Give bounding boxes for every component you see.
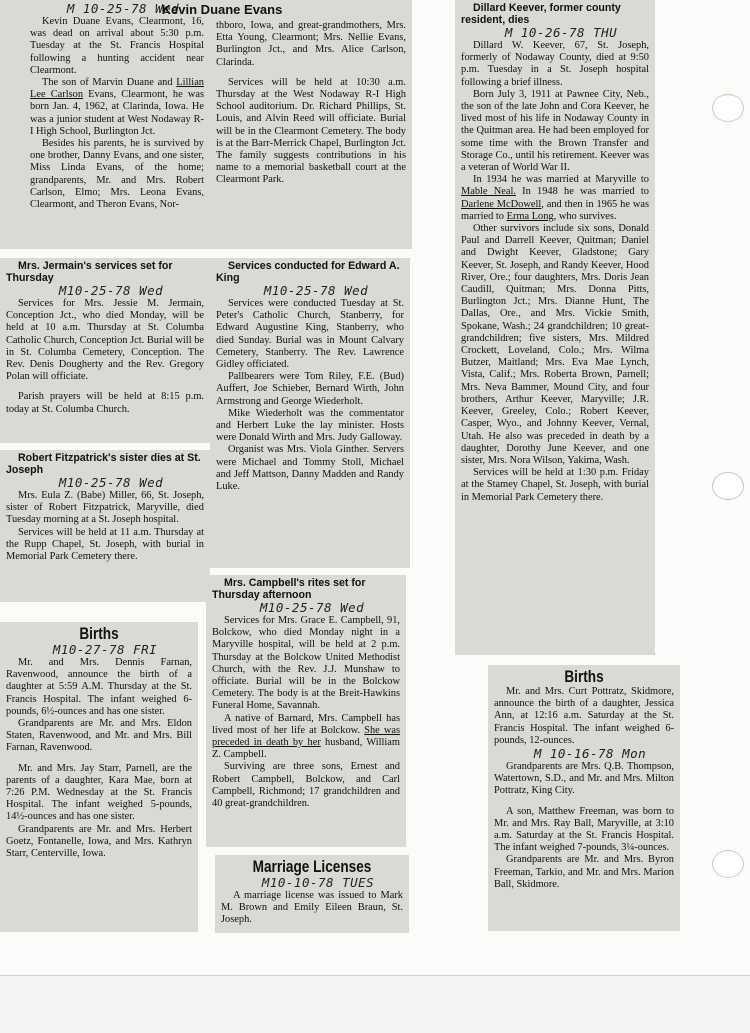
king-date-note: M10-25-78 Wed xyxy=(263,283,369,298)
jermain-headline: Mrs. Jermain's services set for Thursday xyxy=(6,260,173,284)
births-left-p4: Grandparents are Mr. and Mrs. Herbert Goetz, Fontanelle, Iowa, and Mrs. Kathryn Starr, Centerville, Iowa. xyxy=(6,823,192,860)
campbell-p1: Services for Mrs. Grace E. Campbell, 91, Bolckow, who died Monday night in a Maryville hospital, will be held at 2 p.m. Thursday at the Bolckow United Methodist Church, with the Rev. J.J. Munshaw to officiate. Burial will be in the Bolckow Cemetery. The body is at the Breit-Hawkins Funeral Home, Savannah. xyxy=(212,615,400,712)
births-left-p1: Mr. and Mrs. Dennis Farnan, Ravenwood, announce the birth of a daughter at 5:59 A.M. Thursday at the St. Francis Hospital. The infant weighed 6-pounds, 6½-ounces and has one sister. xyxy=(6,657,192,717)
evans-p4: thboro, Iowa, and great-grandmothers, Mrs. Etta Young, Clearmont; Mrs. Nellie Evans, Burlington Jct., and Mrs. Alice Carlson, Clarinda. xyxy=(216,20,406,68)
marriage-p1: A marriage license was issued to Mark M. Brown and Emily Eileen Braun, St. Joseph. xyxy=(221,890,403,926)
keever-p1: Dillard W. Keever, 67, St. Joseph, formerly of Nodaway County, died at 9:50 p.m. Tuesday in a St. Joseph hospital following a brief illness. xyxy=(461,40,649,88)
births-left-title: Births xyxy=(79,624,119,643)
births-left xyxy=(0,622,198,932)
births-right-p1: Mr. and Mrs. Curt Pottratz, Skidmore, announce the birth of a daughter, Jessica Ann, at 12:16 a.m. Saturday at the St. Francis Hospital. The infant weighed 6-pounds, 12-ounces. xyxy=(494,686,674,746)
evans-obituary-part2 xyxy=(161,0,412,249)
king-p4: Organist was Mrs. Viola Ginther. Servers were Michael and Tommy Stoll, Michael and Jeff Mattson, Danny Madden and Randy Luke. xyxy=(216,444,404,493)
keever-headline: Dillard Keever, former county resident, dies xyxy=(461,2,621,26)
births-right-p4: Grandparents are Mr. and Mrs. Byron Freeman, Tarkio, and Mr. and Mrs. Marion Ball, Skidmore. xyxy=(494,854,674,890)
births-left-p3: Mr. and Mrs. Jay Starr, Parnell, are the parents of a daughter, Kara Mae, born at 7:26 P.M. Wednesday at the St. Francis Hospital. The infant weighed 5-pounds, 14½-ounces and has one sister. xyxy=(6,762,192,823)
keever-p4: Other survivors include six sons, Donald Paul and Darrell Keever, Quitman; Daniel and Dwight Keever, Gladstone; Gary Keever, St. Joseph, and Randy Keever, Hood River, Ore.; four daughters, Mrs. Doris Jean Caudill, Quitman; Mrs. Donna Pitts, Burlington Jct.; Mrs. Dianne Hunt, The Dallas, Ore., and Mrs. Vickie Smith, Spokane, Wash.; 24 grandchildren; 10 great-grandchildren; five sisters, Mrs. Mildred Crockett, Loveland, Colo.; Mrs. Wilma Butzer, Maitland; Mrs. Eva Mae Lynch, Vista, Calif.; Mrs. Roberta Brown, Parnell; Mrs. Neva Bammer, Mound City, and four brothers, Arthur Keever, Maryville; J.R. Keever, Greeley, Colo.; Robert Keever, Casper, Wyo., and Johnny Keever, Vernal, Utah. He also was preceded in death by a daughter, Dorothy June Keever, and one sister, Mrs. Nora Wilson, Yakima, Wash. xyxy=(461,223,649,466)
evans-obituary-part1 xyxy=(0,0,210,249)
births-right-p3: A son, Matthew Freeman, was born to Mr. and Mrs. Ray Ball, Maryville, at 3:10 a.m. Saturday at the St. Francis Hospital. The infant weighed 7-pounds, 3¼-ounces. xyxy=(494,805,674,854)
fitzpatrick-p1: Mrs. Eula Z. (Babe) Miller, 66, St. Joseph, sister of Robert Fitzpatrick, Maryville, died Tuesday morning at a St. Joseph hospital. xyxy=(6,490,204,526)
campbell-headline: Mrs. Campbell's rites set for Thursday afternoon xyxy=(212,577,366,601)
births-right xyxy=(488,665,680,931)
punch-hole-bottom xyxy=(712,850,744,878)
campbell-obituary xyxy=(206,575,406,847)
evans-date-note: M 10-25-78 Wed xyxy=(66,1,180,16)
evans-p2: The son of Marvin Duane and Lillian Lee Carlson Evans, Clearmont, he was born Jan. 4, 1962, at Clarinda, Iowa. He was a junior student at West Nodaway R-I High School, Burlington Jct. xyxy=(30,77,204,137)
evans-p1: Kevin Duane Evans, Clearmont, 16, was dead on arrival about 5:30 p.m. Tuesday at the St. Francis Hospital following a hunting accident near Clearmont. xyxy=(30,16,204,76)
births-left-p2: Grandparents are Mr. and Mrs. Eldon Staten, Ravenwood, and Mr. and Mrs. Bill Farnan, Ravenwood. xyxy=(6,718,192,754)
marriage-licenses xyxy=(215,855,409,933)
fitzpatrick-obituary xyxy=(0,450,210,602)
births-right-title: Births xyxy=(564,667,604,686)
punch-hole-middle xyxy=(712,472,744,500)
evans-title: Kevin Duane Evans xyxy=(161,2,283,17)
king-headline: Services conducted for Edward A. King xyxy=(216,260,400,284)
keever-p3: In 1934 he was married at Maryville to Mable Neal. In 1948 he was married to Darlene McDowell, and then in 1965 he was married to Erma Long, who survives. xyxy=(461,174,650,222)
keever-p2: Born July 3, 1911 at Pawnee City, Neb., the son of the late John and Cora Keever, he lived most of his life in Nodaway County in the Quitman area. He had been employed for some time with the Brown Transfer and Storage Co., until his retirement. Keever was a veteran of World War II. xyxy=(461,88,649,174)
keever-date-note: M 10-26-78 THU xyxy=(504,25,618,40)
campbell-p2: A native of Barnard, Mrs. Campbell has lived most of her life at Bolckow. She was preceded in death by her husband, William Z. Campbell. xyxy=(212,712,400,761)
king-p2: Pallbearers were Tom Riley, F.E. (Bud) Auffert, Joe Schieber, Bernard Wirth, John Armstrong and George Wiederholt. xyxy=(216,371,404,407)
marriage-title: Marriage Licenses xyxy=(252,857,372,876)
keever-obituary xyxy=(455,0,655,655)
jermain-p2: Parish prayers will be held at 8:15 p.m. today at St. Columba Church. xyxy=(6,391,204,415)
jermain-p1: Services for Mrs. Jessie M. Jermain, Conception Jct., who died Monday, will be held at 10 a.m. Thursday at St. Columba Catholic Church, Conception Jct. Burial will be in St. Columba Cemetery, Conception. The Rev. Denis Dougherty and the Rev. Gregory Polan will officiate. xyxy=(6,298,204,383)
births-left-date-note: M10-27-78 FRI xyxy=(52,642,158,657)
evans-p3: Besides his parents, he is survived by one brother, Danny Evans, and one sister, Miss Linda Evans, of the home; grandparents, Mr. and Mrs. Robert Carlson, Elmo; Mrs. Leona Evans, Clearmont, and Theron Evans, Nor- xyxy=(30,138,204,211)
jermain-date-note: M10-25-78 Wed xyxy=(58,283,164,298)
punch-hole-top xyxy=(712,94,744,122)
evans-p5: Services will be held at 10:30 a.m. Thursday at the West Nodaway R-I High School auditorium. Dr. Richard Phillips, St. Louis, and Alvin Reed will officiate. Burial will be in the Clearmont Cemetery. The body is at the Barr-Merrick Chapel, Burlington Jct. The family suggests contributions in his name to a memorial basketball court at the Clearmont Park. xyxy=(216,76,406,186)
births-right-p2: Grandparents are Mrs. Q.B. Thompson, Watertown, S.D., and Mr. and Mrs. Milton Pottratz, King City. xyxy=(494,761,674,797)
campbell-date-note: M10-25-78 Wed xyxy=(259,600,365,615)
king-p1: Services were conducted Tuesday at St. Peter's Catholic Church, Stanberry, for Edward Augustine King, Stanberry, who died Sunday. Burial was in Mount Calvary Cemetery, Stanberry. The Rev. Lawrence Gidley officiated. xyxy=(216,298,404,371)
fitzpatrick-date-note: M10-25-78 Wed xyxy=(58,475,164,490)
campbell-p3: Surviving are three sons, Ernest and Robert Campbell, Bolckow, and Carl Campbell, Richmond; 17 grandchildren and 40 great-grandchildren. xyxy=(212,761,400,810)
births-right-date-note: M 10-16-78 Mon xyxy=(533,746,647,762)
jermain-obituary xyxy=(0,258,210,443)
fitzpatrick-headline: Robert Fitzpatrick's sister dies at St. Joseph xyxy=(6,452,201,476)
fitzpatrick-p2: Services will be held at 11 a.m. Thursday at the Rupp Chapel, St. Joseph, with burial in Memorial Park Cemetery there. xyxy=(6,526,204,563)
king-p3: Mike Wiederholt was the commentator and Herbert Luke the lay minister. Hosts were Donald Wirth and Mrs. Judy Galloway. xyxy=(216,407,404,444)
marriage-date-note: M10-10-78 TUES xyxy=(261,875,375,890)
king-obituary xyxy=(210,258,410,568)
keever-p5: Services will be held at 1:30 p.m. Friday at the Stamey Chapel, St. Joseph, with burial in Memorial Park Cemetery there. xyxy=(461,467,649,503)
